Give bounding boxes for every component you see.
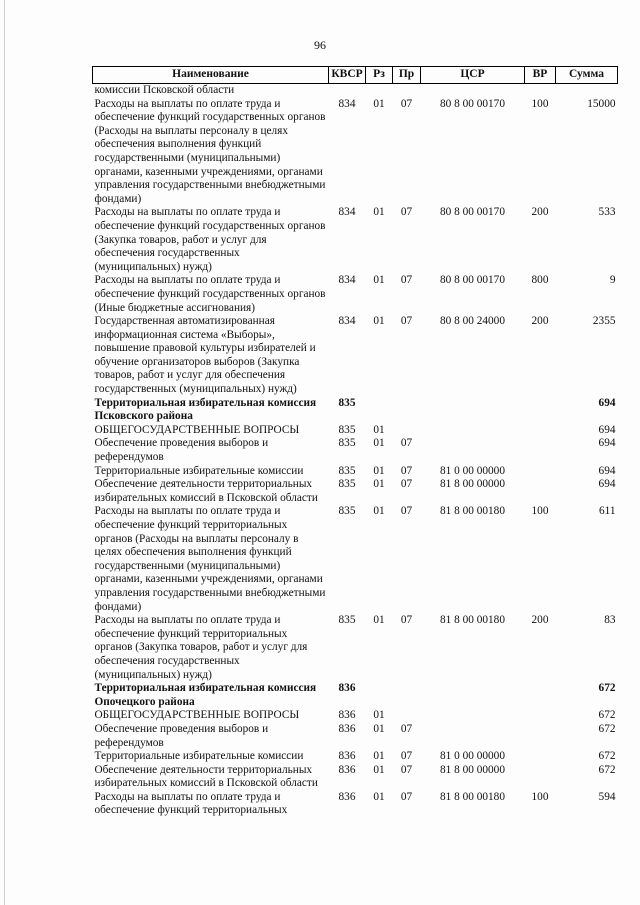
cell-name: Расходы на выплаты по оплате труда и обеспечение функций государственных органов (Закупка товаров, работ и услуг для обеспечения государственных (муниципальных) нужд) xyxy=(94,206,326,273)
cell-vr: 200 xyxy=(531,315,549,328)
cell-pr xyxy=(393,709,421,723)
cell-name: Расходы на выплаты по оплате труда и обеспечение функций территориальных xyxy=(94,790,288,817)
cell-sum: 672 xyxy=(598,682,616,695)
cell-csr xyxy=(421,397,525,424)
cell-pr: 07 xyxy=(400,97,413,110)
cell-name: комиссии Псковской области xyxy=(94,84,235,96)
cell-csr: 81 8 00 00180 xyxy=(440,505,505,518)
cell-rz: 01 xyxy=(373,206,385,219)
cell-vr: 100 xyxy=(531,790,549,803)
cell-rz: 01 xyxy=(373,722,385,735)
cell-sum: 9 xyxy=(609,274,616,287)
cell-kvsr: 834 xyxy=(338,315,356,328)
cell-kvsr: 836 xyxy=(338,750,356,763)
cell-csr xyxy=(421,709,525,723)
cell-csr: 81 0 00 00000 xyxy=(440,750,505,763)
cell-vr xyxy=(525,437,556,464)
cell-pr: 07 xyxy=(400,206,413,219)
table-row xyxy=(93,764,618,791)
cell-csr: 81 0 00 00000 xyxy=(440,464,505,477)
table-row xyxy=(93,315,618,397)
cell-sum: 15000 xyxy=(587,97,616,110)
cell-pr: 07 xyxy=(400,274,413,287)
cell-rz: 01 xyxy=(373,763,385,776)
cell-pr xyxy=(393,84,421,98)
cell-sum: 694 xyxy=(598,478,616,491)
cell-kvsr: 834 xyxy=(338,274,356,287)
cell-rz: 01 xyxy=(373,464,385,477)
cell-vr xyxy=(525,723,556,750)
table-row xyxy=(93,505,618,614)
cell-kvsr: 836 xyxy=(338,682,356,695)
cell-rz: 01 xyxy=(373,315,385,328)
cell-pr xyxy=(393,424,421,438)
cell-sum: 672 xyxy=(598,763,616,776)
cell-name: Обеспечение деятельности территориальных избирательных комиссий в Псковской области xyxy=(94,763,318,790)
cell-vr: 200 xyxy=(531,614,549,627)
cell-sum: 694 xyxy=(598,396,616,409)
table-row xyxy=(93,791,618,818)
header-kvsr: КВСР xyxy=(329,67,366,84)
cell-name: ОБЩЕГОСУДАРСТВЕННЫЕ ВОПРОСЫ xyxy=(94,709,300,722)
cell-vr: 200 xyxy=(531,206,549,219)
cell-vr xyxy=(525,478,556,505)
page-number: 96 xyxy=(314,38,326,52)
cell-rz: 01 xyxy=(373,423,385,436)
table-row xyxy=(93,723,618,750)
cell-pr: 07 xyxy=(400,763,413,776)
cell-csr: 81 8 00 00000 xyxy=(440,478,505,491)
cell-name: Территориальные избирательные комиссии xyxy=(94,464,304,477)
cell-kvsr: 835 xyxy=(338,478,356,491)
cell-kvsr xyxy=(329,84,366,98)
cell-vr: 800 xyxy=(531,274,549,287)
cell-pr: 07 xyxy=(400,790,413,803)
cell-rz: 01 xyxy=(373,750,385,763)
cell-kvsr: 835 xyxy=(338,505,356,518)
budget-table xyxy=(92,66,618,818)
cell-pr: 07 xyxy=(400,722,413,735)
cell-csr xyxy=(421,723,525,750)
header-vr: ВР xyxy=(525,67,556,84)
table-row xyxy=(93,478,618,505)
cell-csr: 81 8 00 00180 xyxy=(440,790,505,803)
cell-sum: 694 xyxy=(598,423,616,436)
cell-rz: 01 xyxy=(373,274,385,287)
cell-sum: 694 xyxy=(598,464,616,477)
table-row xyxy=(93,424,618,438)
cell-rz: 01 xyxy=(373,505,385,518)
cell-kvsr: 835 xyxy=(338,464,356,477)
cell-rz xyxy=(366,397,393,424)
cell-csr xyxy=(421,437,525,464)
cell-csr xyxy=(421,424,525,438)
table-row xyxy=(93,682,618,709)
cell-name: Расходы на выплаты по оплате труда и обеспечение функций государственных органов (Расходы на выплаты персоналу в целях обеспечения выполнения функций государственными (муниципальными) органами, казенными учреждениями, органами управления государственными внебюджетными фондами) xyxy=(94,97,326,205)
cell-vr xyxy=(525,84,556,98)
table-row xyxy=(93,98,618,207)
cell-kvsr: 835 xyxy=(338,614,356,627)
table-row xyxy=(93,84,618,98)
cell-kvsr: 834 xyxy=(338,206,356,219)
cell-vr xyxy=(525,424,556,438)
cell-name: ОБЩЕГОСУДАРСТВЕННЫЕ ВОПРОСЫ xyxy=(94,423,300,436)
table-row xyxy=(93,437,618,464)
table-row xyxy=(93,274,618,315)
cell-rz: 01 xyxy=(373,614,385,627)
cell-name: Расходы на выплаты по оплате труда и обеспечение функций государственных органов (Иные бюджетные ассигнования) xyxy=(94,274,326,314)
header-pr: Пр xyxy=(393,67,421,84)
cell-rz: 01 xyxy=(373,709,385,722)
cell-kvsr: 836 xyxy=(338,790,356,803)
cell-pr: 07 xyxy=(400,315,413,328)
cell-pr: 07 xyxy=(400,464,413,477)
cell-csr: 80 8 00 00170 xyxy=(440,97,505,110)
cell-vr: 100 xyxy=(531,505,549,518)
cell-rz xyxy=(366,682,393,709)
cell-name: Обеспечение проведения выборов и референдумов xyxy=(94,437,269,464)
cell-name: Обеспечение деятельности территориальных избирательных комиссий в Псковской области xyxy=(94,478,318,504)
cell-pr: 07 xyxy=(400,505,413,518)
cell-name: Обеспечение проведения выборов и референдумов xyxy=(94,722,269,749)
cell-name: Расходы на выплаты по оплате труда и обеспечение функций территориальных органов (Расходы на выплаты персоналу в целях обеспечения выполнения функций государственными (муниципальными) органами, казенными учреждениями, органами управления государственными внебюджетными фондами) xyxy=(94,505,326,613)
cell-name: Расходы на выплаты по оплате труда и обеспечение функций территориальных органов (Закупка товаров, работ и услуг для обеспечения государственных (муниципальных) нужд) xyxy=(94,614,308,681)
page-edge-line xyxy=(4,0,5,905)
cell-pr xyxy=(393,397,421,424)
cell-rz: 01 xyxy=(373,478,385,491)
cell-rz xyxy=(366,84,393,98)
header-name: Наименование xyxy=(93,67,329,84)
cell-csr xyxy=(421,84,525,98)
cell-csr: 80 8 00 24000 xyxy=(440,315,505,328)
cell-csr: 80 8 00 00170 xyxy=(440,274,505,287)
cell-kvsr: 836 xyxy=(338,763,356,776)
cell-sum: 694 xyxy=(598,437,616,450)
cell-sum: 2355 xyxy=(592,315,616,328)
header-csr: ЦСР xyxy=(421,67,525,84)
cell-name: Территориальные избирательные комиссии xyxy=(94,750,304,763)
cell-sum: 672 xyxy=(598,750,616,763)
cell-csr: 80 8 00 00170 xyxy=(440,206,505,219)
cell-pr: 07 xyxy=(400,478,413,491)
table-row xyxy=(93,750,618,764)
cell-sum: 83 xyxy=(604,614,616,627)
table-row xyxy=(93,397,618,424)
cell-vr xyxy=(525,709,556,723)
cell-vr xyxy=(525,764,556,791)
table-row xyxy=(93,709,618,723)
cell-pr: 07 xyxy=(400,614,413,627)
cell-csr: 81 8 00 00180 xyxy=(440,614,505,627)
cell-kvsr: 836 xyxy=(338,709,356,722)
cell-kvsr: 836 xyxy=(338,722,356,735)
cell-vr: 100 xyxy=(531,97,549,110)
cell-rz: 01 xyxy=(373,97,385,110)
cell-kvsr: 835 xyxy=(338,437,356,450)
cell-rz: 01 xyxy=(373,790,385,803)
cell-vr xyxy=(525,465,556,479)
cell-name: Территориальная избирательная комиссия Псковского района xyxy=(94,396,317,423)
cell-csr xyxy=(421,682,525,709)
table-row xyxy=(93,465,618,479)
cell-kvsr: 835 xyxy=(338,396,356,409)
cell-vr xyxy=(525,397,556,424)
cell-sum: 672 xyxy=(598,709,616,722)
header-sum: Сумма xyxy=(556,67,618,84)
cell-rz: 01 xyxy=(373,437,385,450)
cell-name: Территориальная избирательная комиссия Опочецкого района xyxy=(94,682,317,708)
cell-sum: 594 xyxy=(598,790,616,803)
header-rz: Рз xyxy=(366,67,393,84)
cell-sum: 533 xyxy=(598,206,616,219)
table-header-row xyxy=(93,67,618,84)
cell-kvsr: 835 xyxy=(338,423,356,436)
cell-pr: 07 xyxy=(400,437,413,450)
cell-vr xyxy=(525,750,556,764)
cell-name: Государственная автоматизированная информационная система «Выборы», повышение правовой культуры избирателей и обучение организаторов выборов (Закупка товаров, работ и услуг для обеспечения государственных (муниципальных) нужд) xyxy=(94,315,316,396)
cell-csr: 81 8 00 00000 xyxy=(440,763,505,776)
cell-vr xyxy=(525,682,556,709)
table-row xyxy=(93,614,618,682)
cell-pr: 07 xyxy=(400,750,413,763)
cell-sum: 611 xyxy=(598,505,616,518)
cell-sum: 672 xyxy=(598,722,616,735)
cell-kvsr: 834 xyxy=(338,97,356,110)
table-row xyxy=(93,206,618,274)
cell-pr xyxy=(393,682,421,709)
cell-sum xyxy=(556,84,618,98)
